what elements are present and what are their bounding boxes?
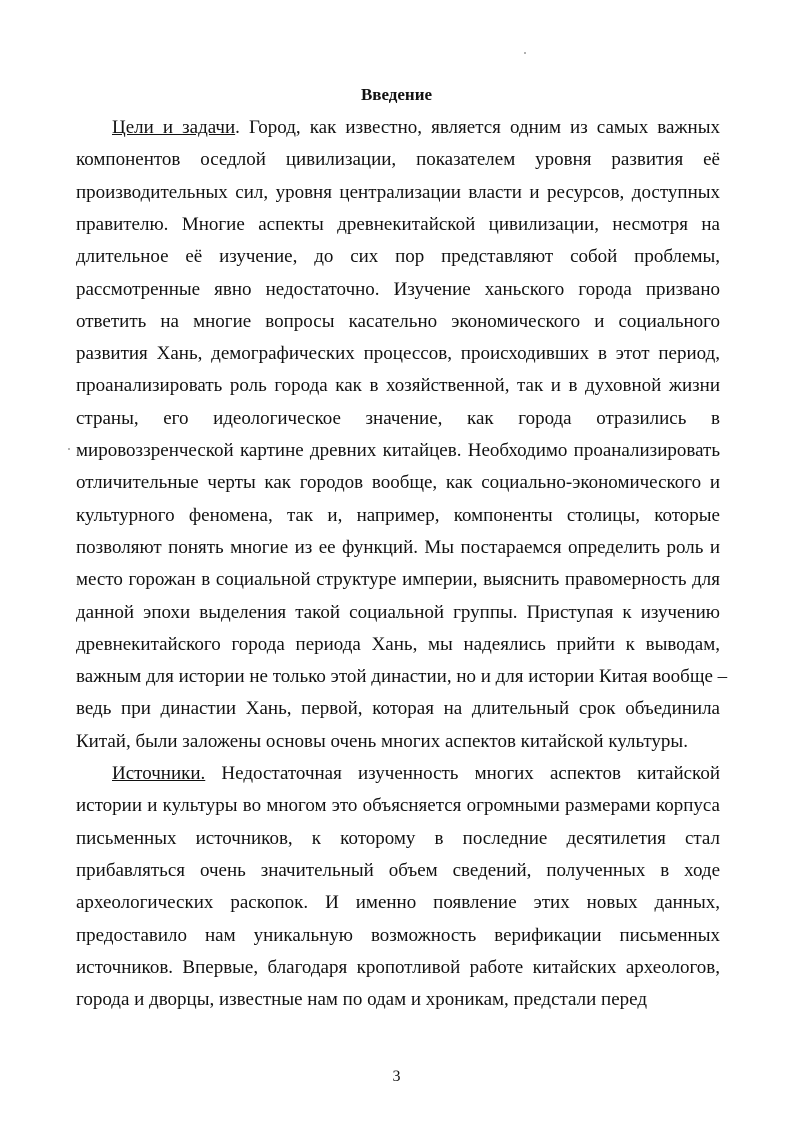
line-text: прибавляться очень значительный объем сведений, полученных в ходе xyxy=(76,859,720,881)
text-line xyxy=(76,241,720,273)
page-number: 3 xyxy=(392,1068,401,1085)
text-line xyxy=(112,758,720,790)
line-text: письменных источников, к которому в последние десятилетия стал xyxy=(76,827,720,849)
text-line xyxy=(76,532,720,564)
section-heading: Введение xyxy=(360,85,433,104)
text-line xyxy=(76,887,720,919)
line-text: предоставило нам уникальную возможность верификации письменных xyxy=(76,924,720,946)
line-text: Китай, были заложены основы очень многих аспектов китайской культуры. xyxy=(76,730,688,752)
scan-speck xyxy=(68,448,70,450)
text-line xyxy=(76,790,720,822)
line-text: мировоззренческой картине древних китайцев. Необходимо проанализировать xyxy=(76,440,720,461)
text-line xyxy=(76,564,720,596)
text-line xyxy=(76,823,720,855)
line-text: страны, его идеологическое значение, как города отразились в xyxy=(76,407,720,429)
line-text: компонентов оседлой цивилизации, показателем уровня развития её xyxy=(76,149,720,171)
paragraph-label: Источники. xyxy=(112,763,206,784)
text-line xyxy=(76,693,720,725)
line-text: . Город, как известно, является одним из самых важных xyxy=(235,117,720,138)
text-line xyxy=(76,855,720,887)
text-line xyxy=(76,435,720,467)
line-text: важным для истории не только этой династии, но и для истории Китая вообще – xyxy=(76,666,728,688)
line-text: истории и культуры во многом это объясняется огромными размерами корпуса xyxy=(76,795,720,817)
text-line xyxy=(76,629,720,661)
line-text: отличительные черты как городов вообще, как социально-экономического и xyxy=(76,472,720,494)
line-text: место горожан в социальной структуре империи, выяснить правомерность для xyxy=(76,569,720,591)
line-text: рассмотренные явно недостаточно. Изучение ханьского города призвано xyxy=(76,278,720,300)
paragraph-label: Цели и задачи xyxy=(112,117,236,138)
text-line xyxy=(76,274,720,306)
line-text: древнекитайского города периода Хань, мы надеялись прийти к выводам, xyxy=(76,633,720,655)
text-line xyxy=(76,306,720,338)
scan-speck xyxy=(524,52,526,54)
line-text: источников. Впервые, благодаря кропотливой работе китайских археологов, xyxy=(76,956,720,978)
text-line xyxy=(76,661,728,693)
line-text: города и дворцы, известные нам по одам и хроникам, предстали перед xyxy=(76,989,647,1011)
line-text: археологических раскопок. И именно появление этих новых данных, xyxy=(76,892,720,914)
line-text: культурного феномена, так и, например, компоненты столицы, которые xyxy=(76,504,720,526)
text-line xyxy=(76,952,720,984)
text-line xyxy=(76,403,720,435)
text-line xyxy=(76,177,720,209)
line-text: позволяют понять многие из ее функций. Мы постараемся определить роль и xyxy=(76,536,720,558)
text-line xyxy=(76,984,720,1016)
line-text: данной эпохи выделения такой социальной группы. Приступая к изучению xyxy=(76,601,720,623)
text-line xyxy=(76,920,720,952)
text-line xyxy=(112,112,720,144)
text-line xyxy=(76,370,720,402)
line-text: ведь при династии Хань, первой, которая на длительный срок объединила xyxy=(76,698,720,720)
line-text: ответить на многие вопросы касательно экономического и социального xyxy=(76,310,720,332)
line-text: Недостаточная изученность многих аспектов китайской xyxy=(205,763,720,784)
text-line xyxy=(76,726,720,758)
line-text: правителю. Многие аспекты древнекитайской цивилизации, несмотря на xyxy=(76,213,720,235)
line-text: длительное её изучение, до сих пор представляют собой проблемы, xyxy=(76,246,720,268)
text-line xyxy=(76,144,720,176)
text-line xyxy=(76,500,720,532)
line-text: проанализировать роль города как в хозяйственной, так и в духовной жизни xyxy=(76,375,720,397)
text-line xyxy=(76,597,720,629)
text-line xyxy=(76,467,720,499)
line-text: производительных сил, уровня централизации власти и ресурсов, доступных xyxy=(76,181,720,203)
text-line xyxy=(76,338,720,370)
text-line xyxy=(76,209,720,241)
line-text: развития Хань, демографических процессов, происходивших в этот период, xyxy=(76,343,720,365)
